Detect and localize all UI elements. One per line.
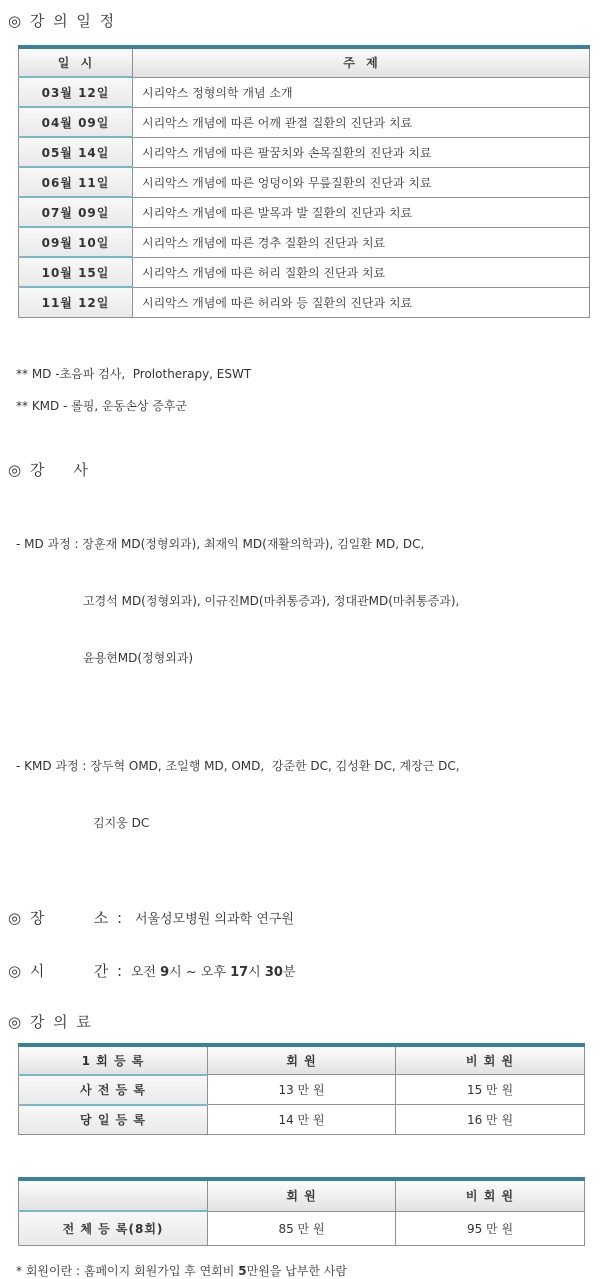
schedule-row (19, 257, 590, 287)
schedule-row (19, 287, 590, 317)
topic-cell: 시리악스 개념에 따른 발목과 발 질환의 진단과 치료 (133, 197, 590, 227)
kmd-course-line: 김지웅 DC (93, 815, 150, 830)
schedule-row (19, 167, 590, 197)
schedule-row (19, 137, 590, 167)
topic-cell: 시리악스 개념에 따른 허리와 등 질환의 진단과 치료 (133, 287, 590, 317)
date-cell: 10월 15일 (19, 257, 133, 287)
md-course-line: 고경석 MD(정형외과), 이규진MD(마취통증과), 정대관MD(마취통증과), (83, 593, 460, 608)
fee-header-member: 회 원 (208, 1045, 396, 1075)
date-cell: 05월 14일 (19, 137, 133, 167)
topic-cell: 시리악스 개념에 따른 경추 질환의 진단과 치료 (133, 227, 590, 257)
fee-row (19, 1075, 585, 1105)
fee-member-value: 85 만 원 (208, 1211, 396, 1245)
kmd-course-list (16, 719, 609, 871)
fee-header-row (19, 1045, 585, 1075)
fee-nonmember-value: 16 만 원 (396, 1105, 585, 1135)
fee-header-nonmember: 비 회 원 (396, 1045, 585, 1075)
fee-member-value: 13 만 원 (208, 1075, 396, 1105)
full-registration-fee-table (18, 1177, 585, 1246)
instructors-heading: ◎ 강 사 (8, 460, 90, 479)
fee-header-nonmember: 비 회 원 (396, 1179, 585, 1211)
schedule-row (19, 77, 590, 107)
fee-header-empty (19, 1179, 208, 1211)
time-label: ◎ 시 간 : (8, 961, 131, 980)
membership-note: * 회원이란 : 홈페이지 회원가입 후 연회비 5만원을 납부한 사람 (16, 1263, 347, 1278)
date-cell: 07월 09일 (19, 197, 133, 227)
single-registration-fee-table (18, 1043, 585, 1136)
schedule-row (19, 197, 590, 227)
date-cell: 09월 10일 (19, 227, 133, 257)
topic-cell: 시리악스 개념에 따른 어깨 관절 질환의 진단과 치료 (133, 107, 590, 137)
fee-header-row (19, 1179, 585, 1211)
fee-nonmember-value: 15 만 원 (396, 1075, 585, 1105)
fees-heading: ◎ 강 의 료 (8, 1012, 93, 1031)
fee-header-registration: 1 회 등 록 (19, 1045, 208, 1075)
date-cell: 11월 12일 (19, 287, 133, 317)
md-course-list (16, 497, 609, 706)
md-course-line: - MD 과정 : 장훈재 MD(정형외과), 최재익 MD(재활의학과), 김일환 MD, DC, (16, 536, 425, 551)
md-note: ** MD -초음파 검사, Prolotherapy, ESWT (16, 366, 252, 381)
fee-row (19, 1105, 585, 1135)
schedule-header-row (19, 47, 590, 77)
schedule-header-date: 일 시 (19, 47, 133, 77)
date-cell: 06월 11일 (19, 167, 133, 197)
fee-row-label: 사 전 등 록 (19, 1075, 208, 1105)
date-cell: 03월 12일 (19, 77, 133, 107)
schedule-table (18, 45, 590, 318)
location-value: 서울성모병원 의과학 연구원 (130, 911, 294, 927)
kmd-note: ** KMD - 롤핑, 운동손상 증후군 (16, 398, 188, 413)
fee-member-value: 14 만 원 (208, 1105, 396, 1135)
schedule-header-topic: 주 제 (133, 47, 590, 77)
topic-cell: 시리악스 정형의학 개념 소개 (133, 77, 590, 107)
md-course-line: 윤용현MD(정형외과) (83, 650, 194, 665)
fee-row-label: 당 일 등 록 (19, 1105, 208, 1135)
time-line (8, 960, 609, 981)
topic-cell: 시리악스 개념에 따른 팔꿈치와 손목질환의 진단과 치료 (133, 137, 590, 167)
topic-cell: 시리악스 개념에 따른 허리 질환의 진단과 치료 (133, 257, 590, 287)
page-title: ◎ 강 의 일 정 (8, 12, 117, 30)
fee-header-member: 회 원 (208, 1179, 396, 1211)
fee-nonmember-value: 95 만 원 (396, 1211, 585, 1245)
location-label: ◎ 장 소 : (8, 908, 131, 927)
fee-row-label: 전 체 등 록(8회) (19, 1211, 208, 1245)
topic-cell: 시리악스 개념에 따른 엉덩이와 무릎질환의 진단과 치료 (133, 167, 590, 197)
location-line (8, 907, 609, 928)
fee-row (19, 1211, 585, 1245)
date-cell: 04월 09일 (19, 107, 133, 137)
kmd-course-line: - KMD 과정 : 장두혁 OMD, 조일행 MD, OMD, 강준한 DC, 김성환 DC, 계장근 DC, (16, 758, 460, 773)
time-value: 오전 9시 ~ 오후 17시 30분 (130, 964, 296, 980)
schedule-row (19, 107, 590, 137)
schedule-row (19, 227, 590, 257)
